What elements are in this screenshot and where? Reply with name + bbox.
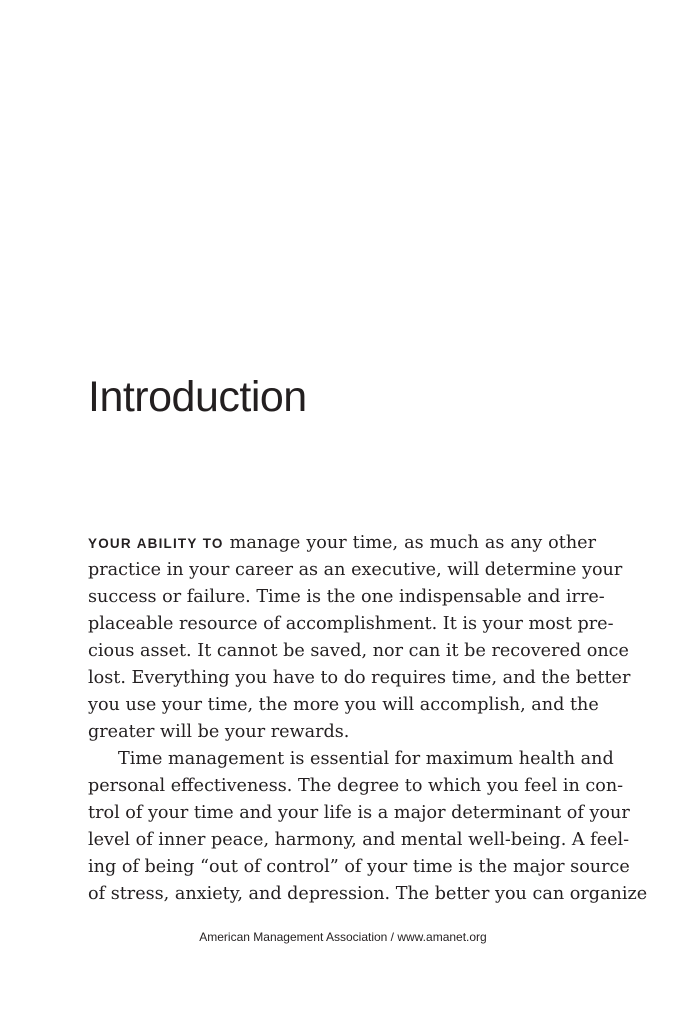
body-line: placeable resource of accomplishment. It is your most pre- bbox=[88, 614, 614, 634]
body-line: level of inner peace, harmony, and mental well-being. A feel- bbox=[88, 830, 630, 850]
body-text bbox=[88, 530, 648, 908]
lead-in-smallcaps: YOUR ABILITY TO bbox=[88, 536, 224, 551]
body-line: personal effectiveness. The degree to which you feel in con- bbox=[88, 776, 624, 796]
body-line: trol of your time and your life is a major determinant of your bbox=[88, 803, 630, 823]
chapter-title: Introduction bbox=[88, 373, 307, 421]
body-line: of stress, anxiety, and depression. The better you can organize bbox=[88, 884, 648, 904]
body-line: you use your time, the more you will accomplish, and the bbox=[88, 695, 599, 715]
paragraph-start-line: Time management is essential for maximum health and bbox=[118, 749, 614, 769]
body-line: ing of being “out of control” of your time is the major source bbox=[88, 857, 630, 877]
body-line bbox=[88, 530, 596, 557]
body-line-text: manage your time, as much as any other bbox=[229, 533, 596, 553]
body-line: greater will be your rewards. bbox=[88, 722, 350, 742]
body-line: lost. Everything you have to do requires time, and the better bbox=[88, 668, 631, 688]
body-line: cious asset. It cannot be saved, nor can it be recovered once bbox=[88, 641, 629, 661]
body-line: practice in your career as an executive, will determine your bbox=[88, 560, 623, 580]
page-footer: American Management Association / www.amanet.org bbox=[199, 930, 487, 944]
body-line: success or failure. Time is the one indispensable and irre- bbox=[88, 587, 605, 607]
